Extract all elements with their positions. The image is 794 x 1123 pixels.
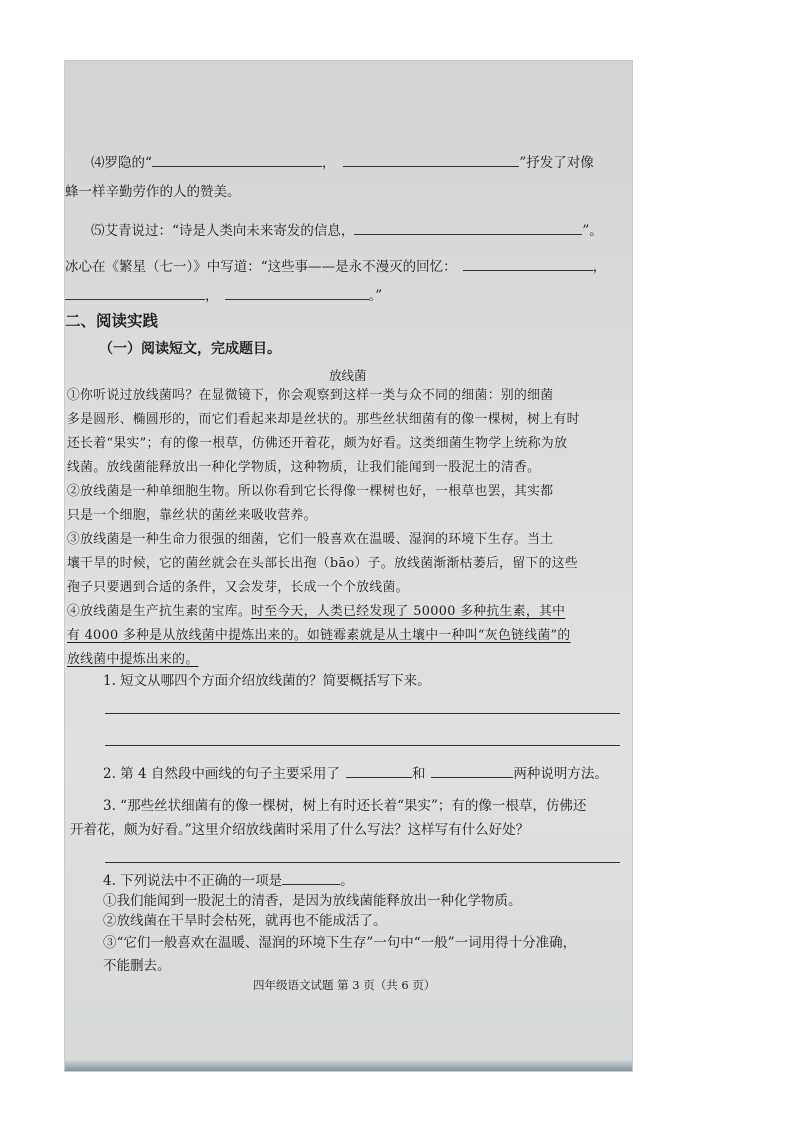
option: ②放线菌在干旱时会枯死，就再也不能成活了。	[103, 913, 387, 929]
answer-line[interactable]	[105, 713, 620, 714]
question-3-line-2: 开着花，颇为好看。”这里介绍放线菌时采用了什么写法？这样写有什么好处？	[70, 822, 530, 838]
option-continuation: 不能删去。	[103, 958, 171, 974]
question-1: 1. 短文从哪四个方面介绍放线菌的？简要概括写下来。	[103, 673, 431, 689]
subsection-heading: （一）阅读短文，完成题目。	[99, 341, 281, 357]
answer-blank[interactable]	[463, 257, 593, 271]
article-line: 只是一个细胞，靠丝状的菌丝来吸收营养。	[67, 508, 317, 523]
page-footer: 四年级语文试题 第 3 页（共 6 页）	[253, 978, 436, 992]
q2-text-a: 2. 第 4 自然段中画线的句子主要采用了	[103, 766, 340, 782]
answer-blank[interactable]	[152, 153, 322, 167]
q4-poem-line-2: 蜂一样辛勤劳作的人的赞美。	[65, 184, 241, 200]
answer-blank[interactable]	[225, 286, 369, 300]
article-line: ①你听说过放线菌吗？在显微镜下，你会观察到这样一类与众不同的细菌：别的细菌	[67, 388, 554, 403]
q4-suffix: ”抒发了对像	[519, 155, 594, 171]
q5-suffix: ”。	[582, 223, 603, 239]
option: ③“它们一般喜欢在温暖、湿润的环境下生存”一句中“一般”一词用得十分准确，	[103, 935, 577, 951]
q5-poem-line-2	[65, 257, 606, 276]
underlined-sentence: 有 4000 多种是从放线菌中提炼出来的。如链霉素就是从土壤中一种叫“灰色链线菌”的	[67, 628, 571, 643]
answer-blank[interactable]	[346, 764, 412, 778]
q2-text-c: 两种说明方法。	[513, 766, 608, 782]
answer-line[interactable]	[105, 745, 620, 746]
article-line: 多是圆形、椭圆形的，而它们看起来却是丝状的。那些丝状细菌有的像一棵树，树上有时	[67, 412, 580, 427]
exam-page	[64, 60, 633, 1072]
article-line: 线菌。放线菌能释放出一种化学物质，这种物质，让我们能闻到一股泥土的清香。	[67, 460, 541, 475]
q5-line3-suffix: 。”	[368, 288, 383, 304]
article-line: 壤干旱的时候，它的菌丝就会在头部长出孢（bāo）子。放线菌渐渐枯萎后，留下的这些	[67, 556, 579, 571]
section-heading: 二、阅读实践	[65, 312, 159, 330]
article-line: ②放线菌是一种单细胞生物。所以你看到它长得像一棵树也好，一根草也罢，其实都	[67, 484, 554, 499]
answer-blank[interactable]	[65, 286, 205, 300]
question-2	[103, 764, 608, 783]
q5-line2-suffix: ，	[592, 259, 607, 275]
answer-blank[interactable]	[282, 871, 340, 885]
q5-prefix: ⑸艾青说过：“诗是人类向未来寄发的信息，	[91, 223, 355, 239]
answer-line[interactable]	[105, 862, 620, 863]
underlined-sentence: 时至今天，人类已经发现了 50000 多种抗生素，其中	[251, 604, 566, 619]
article-line: 还长着“果实”；有的像一根草，仿佛还开着花，颇为好看。这类细菌生物学上统称为放	[67, 436, 568, 451]
p4-start: ④放线菌是生产抗生素的宝库。	[67, 604, 252, 619]
question-3: 3. “那些丝状细菌有的像一棵树，树上有时还长着“果实”；有的像一根草，仿佛还	[103, 798, 587, 814]
article-line: ③放线菌是一种生命力很强的细菌，它们一般喜欢在温暖、湿润的环境下生存。当土	[67, 532, 554, 547]
q5-poem-line	[91, 221, 603, 240]
underlined-sentence: 放线菌中提炼出来的。	[67, 652, 199, 667]
answer-blank[interactable]	[343, 153, 519, 167]
q4-poem-line	[91, 153, 594, 172]
article-line: 孢子只要遇到合适的条件，又会发芽，长成一个个放线菌。	[67, 580, 409, 595]
q5-line3-comma: ，	[205, 288, 219, 304]
answer-blank[interactable]	[354, 221, 582, 235]
q5-line2-text: 冰心在《繁星（七一）》中写道：“这些事——是永不漫灭的回忆：	[65, 259, 457, 275]
q5-poem-line-3	[65, 286, 382, 305]
article-title: 放线菌	[329, 368, 367, 383]
q4-comma: ，	[321, 155, 336, 171]
question-4	[103, 871, 354, 890]
q2-text-b: 和	[411, 766, 426, 782]
q4-prefix: ⑷罗隐的“	[91, 155, 152, 171]
q4-period: 。	[340, 873, 354, 889]
article-line	[67, 603, 565, 621]
q4-text: 4. 下列说法中不正确的一项是	[103, 873, 283, 889]
answer-blank[interactable]	[431, 764, 513, 778]
option: ①我们能闻到一股泥土的清香，是因为放线菌能释放出一种化学物质。	[103, 893, 522, 909]
